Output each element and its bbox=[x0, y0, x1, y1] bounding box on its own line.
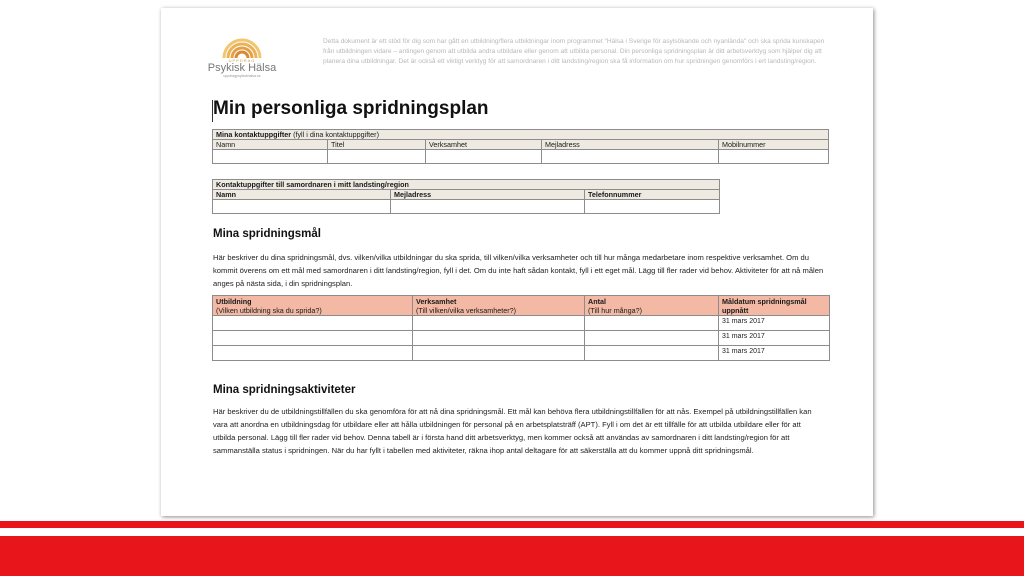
logo-url: uppdragpsykiskhalsa.se bbox=[223, 74, 261, 78]
contact-col-header: Mobilnummer bbox=[719, 140, 829, 150]
contact-col-header: Mejladress bbox=[542, 140, 719, 150]
coordinator-cell[interactable] bbox=[585, 200, 720, 214]
goals-col-header: Antal (Till hur många?) bbox=[585, 296, 719, 316]
goals-cell[interactable] bbox=[413, 316, 585, 331]
contact-cell[interactable] bbox=[213, 150, 328, 164]
goals-cell[interactable] bbox=[213, 331, 413, 346]
goals-cell[interactable] bbox=[585, 316, 719, 331]
coordinator-cell[interactable] bbox=[213, 200, 391, 214]
goals-cell[interactable] bbox=[413, 331, 585, 346]
contact-cell[interactable] bbox=[719, 150, 829, 164]
goals-heading: Mina spridningsmål bbox=[213, 228, 321, 240]
red-stripe-thin bbox=[0, 521, 1024, 528]
rainbow-logo-icon bbox=[220, 36, 264, 58]
goals-cell[interactable] bbox=[213, 346, 413, 361]
goals-cell[interactable] bbox=[213, 316, 413, 331]
coordinator-table-heading: Kontaktuppgifter till samordnaren i mitt landsting/region bbox=[213, 180, 720, 190]
goals-cell[interactable] bbox=[585, 331, 719, 346]
coordinator-col-header: Telefonnummer bbox=[585, 190, 720, 200]
contact-cell[interactable] bbox=[426, 150, 542, 164]
goals-date-cell[interactable]: 31 mars 2017 bbox=[719, 346, 830, 361]
goals-col-header: Verksamhet (Till vilken/vilka verksamheter?) bbox=[413, 296, 585, 316]
table-row bbox=[213, 346, 830, 361]
activities-paragraph: Här beskriver du de utbildningstillfällen du ska genomföra för att nå dina spridningsmål. Ett mål kan behöva flera utbildningstillfällen för att nås. Exempel på utbildningstillfällen kan vara att anordna en utbildningsdag för utbildare eller att hålla utbildningen för personal på en arbetsplatsträff (APT). Fyll i om det är ett tillfälle för att utbilda utbildare eller för att utbilda personal. Lägg till fler rader vid behov. Denna tabell är i första hand ditt arbetsverktyg, men kommer också att användas av samordnaren i ditt landsting/region för att sammanställa status i spridningen. När du har fyllt i tabellen med aktiviteter, räkna ihop antal deltagare för att säkerställa att du kommer uppnå ditt spridningsmål. bbox=[213, 407, 812, 455]
red-footer-band bbox=[0, 536, 1024, 576]
goals-col-header: Utbildning (Vilken utbildning ska du sprida?) bbox=[213, 296, 413, 316]
logo-main-text: Psykisk Hälsa bbox=[207, 62, 277, 74]
goals-date-cell[interactable]: 31 mars 2017 bbox=[719, 316, 830, 331]
goals-col-header: Måldatum spridningsmål uppnått bbox=[719, 296, 830, 316]
contact-table-heading: Mina kontaktuppgifter (fyll i dina kontaktuppgifter) bbox=[213, 130, 829, 140]
table-row bbox=[213, 331, 830, 346]
goals-date-cell[interactable]: 31 mars 2017 bbox=[719, 331, 830, 346]
goals-paragraph: Här beskriver du dina spridningsmål, dvs. vilken/vilka utbildningar du ska sprida, till vilken/vilka verksamheter och till hur många medarbetare inom respektive verksamhet. Om du kommit överens om ett mål med samordnaren i ditt landsting/region, fyll i det. Om du inte haft sådan kontakt, fyll i ett eget mål. Lägg till fler rader vid behov. Aktiviteter för att nå målen anges på nästa sida, i din spridningsplan. bbox=[213, 253, 824, 288]
contact-col-header: Namn bbox=[213, 140, 328, 150]
coordinator-cell[interactable] bbox=[391, 200, 585, 214]
intro-text: Detta dokument är ett stöd för dig som har gått en utbildning/flera utbildningar inom programmet "Hälsa i Sverige för asylsökande och nyanlända" och ska sprida kunskapen från utbildningen vidare – antingen genom att utbilda andra utbildare eller genom att utbilda personal. Din personliga spridningsplan är ditt arbetsverktyg som hjälper dig att planera dina utbildningar. Det är också ett viktigt verktyg för att samordnaren i ditt landsting/region ska få information om hur spridningen genomförs i ert landsting/region. bbox=[323, 38, 825, 65]
logo bbox=[207, 36, 277, 88]
goals-cell[interactable] bbox=[585, 346, 719, 361]
contact-col-header: Titel bbox=[328, 140, 426, 150]
page-title: Min personliga spridningsplan bbox=[213, 98, 489, 119]
contact-col-header: Verksamhet bbox=[426, 140, 542, 150]
coordinator-table bbox=[212, 179, 720, 214]
table-row bbox=[213, 316, 830, 331]
document-page bbox=[161, 8, 873, 516]
coordinator-col-header: Namn bbox=[213, 190, 391, 200]
activities-heading: Mina spridningsaktiviteter bbox=[213, 384, 356, 396]
goals-cell[interactable] bbox=[413, 346, 585, 361]
contact-table bbox=[212, 129, 829, 164]
goals-table bbox=[212, 295, 830, 361]
coordinator-col-header: Mejladress bbox=[391, 190, 585, 200]
logo-small-text: UPPDRAG bbox=[228, 58, 256, 63]
contact-cell[interactable] bbox=[542, 150, 719, 164]
contact-cell[interactable] bbox=[328, 150, 426, 164]
